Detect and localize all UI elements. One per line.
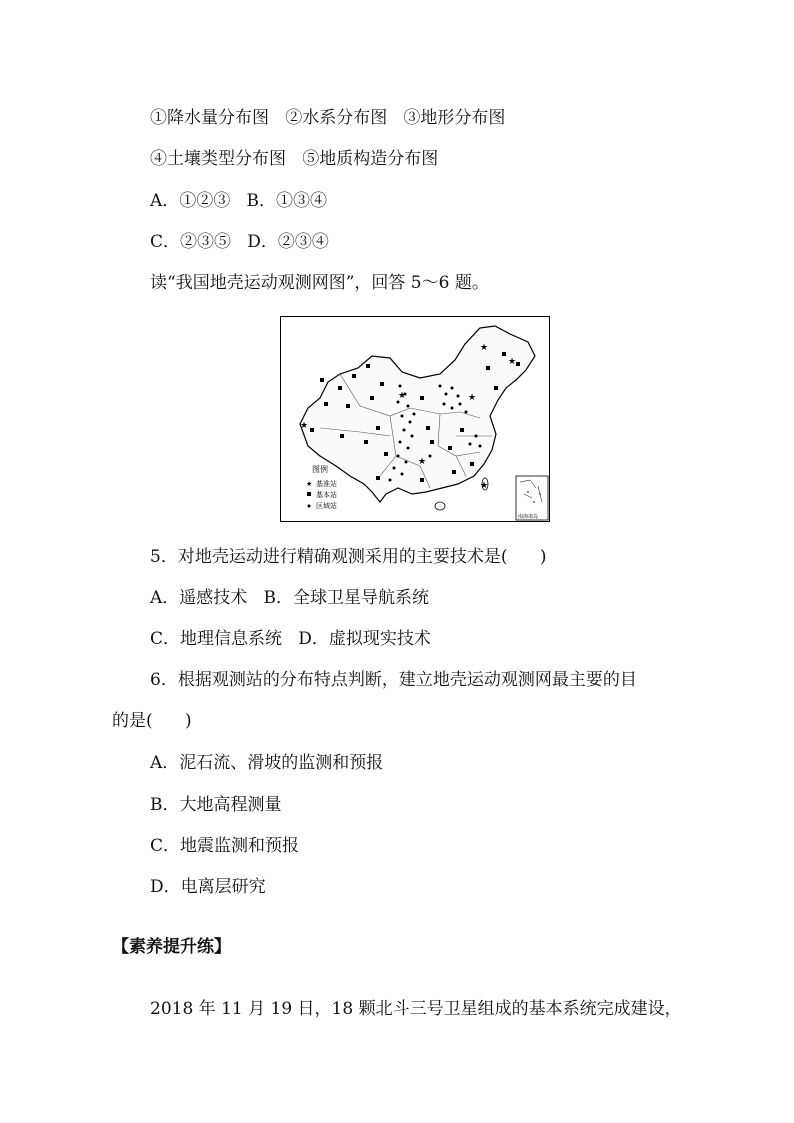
q4-options-cd: C．②③⑤ D．②③④ xyxy=(150,232,329,252)
q6-stem-line-1: 6．根据观测站的分布特点判断，建立地壳运动观测网最主要的目 xyxy=(150,670,637,690)
svg-text:★: ★ xyxy=(300,421,309,431)
svg-text:★: ★ xyxy=(480,481,489,491)
q5-options-ab: A．遥感技术 B．全球卫星导航系统 xyxy=(150,588,429,608)
svg-text:★: ★ xyxy=(468,393,477,403)
q6-option-c: C．地震监测和预报 xyxy=(150,836,300,856)
svg-text:★: ★ xyxy=(480,343,489,353)
legend-title: 图例 xyxy=(312,465,328,474)
q4-options-ab: A．①②③ B．①③④ xyxy=(150,191,327,211)
map-intro: 读“我国地壳运动观测网图”，回答 5～6 题。 xyxy=(150,273,489,293)
legend-basic-station: 基本站 xyxy=(316,491,337,499)
svg-text:★: ★ xyxy=(398,391,407,401)
q6-option-b: B．大地高程测量 xyxy=(150,795,282,815)
choices-line-1: ①降水量分布图 ②水系分布图 ③地形分布图 xyxy=(150,108,506,128)
q6-stem-line-2: 的是( ) xyxy=(112,711,192,731)
inset-label: 南海诸岛 xyxy=(518,514,539,520)
paragraph-line: 2018 年 11 月 19 日，18 颗北斗三号卫星组成的基本系统完成建设， xyxy=(150,999,682,1019)
svg-text:★: ★ xyxy=(508,357,517,367)
china-crust-observation-map xyxy=(280,316,550,522)
section-title: 【素养提升练】 xyxy=(112,937,231,957)
q5-stem: 5．对地壳运动进行精确观测采用的主要技术是( ) xyxy=(150,547,547,567)
choices-line-2: ④土壤类型分布图 ⑤地质构造分布图 xyxy=(150,149,439,169)
q6-option-a: A．泥石流、滑坡的监测和预报 xyxy=(150,753,384,773)
svg-text:★: ★ xyxy=(306,480,313,488)
legend-reference-station: 基准站 xyxy=(316,480,337,488)
q6-option-d: D．电离层研究 xyxy=(150,877,266,897)
legend-regional-station: 区域站 xyxy=(316,502,337,510)
q5-options-cd: C．地理信息系统 D．虚拟现实技术 xyxy=(150,629,431,649)
svg-text:★: ★ xyxy=(418,457,427,467)
